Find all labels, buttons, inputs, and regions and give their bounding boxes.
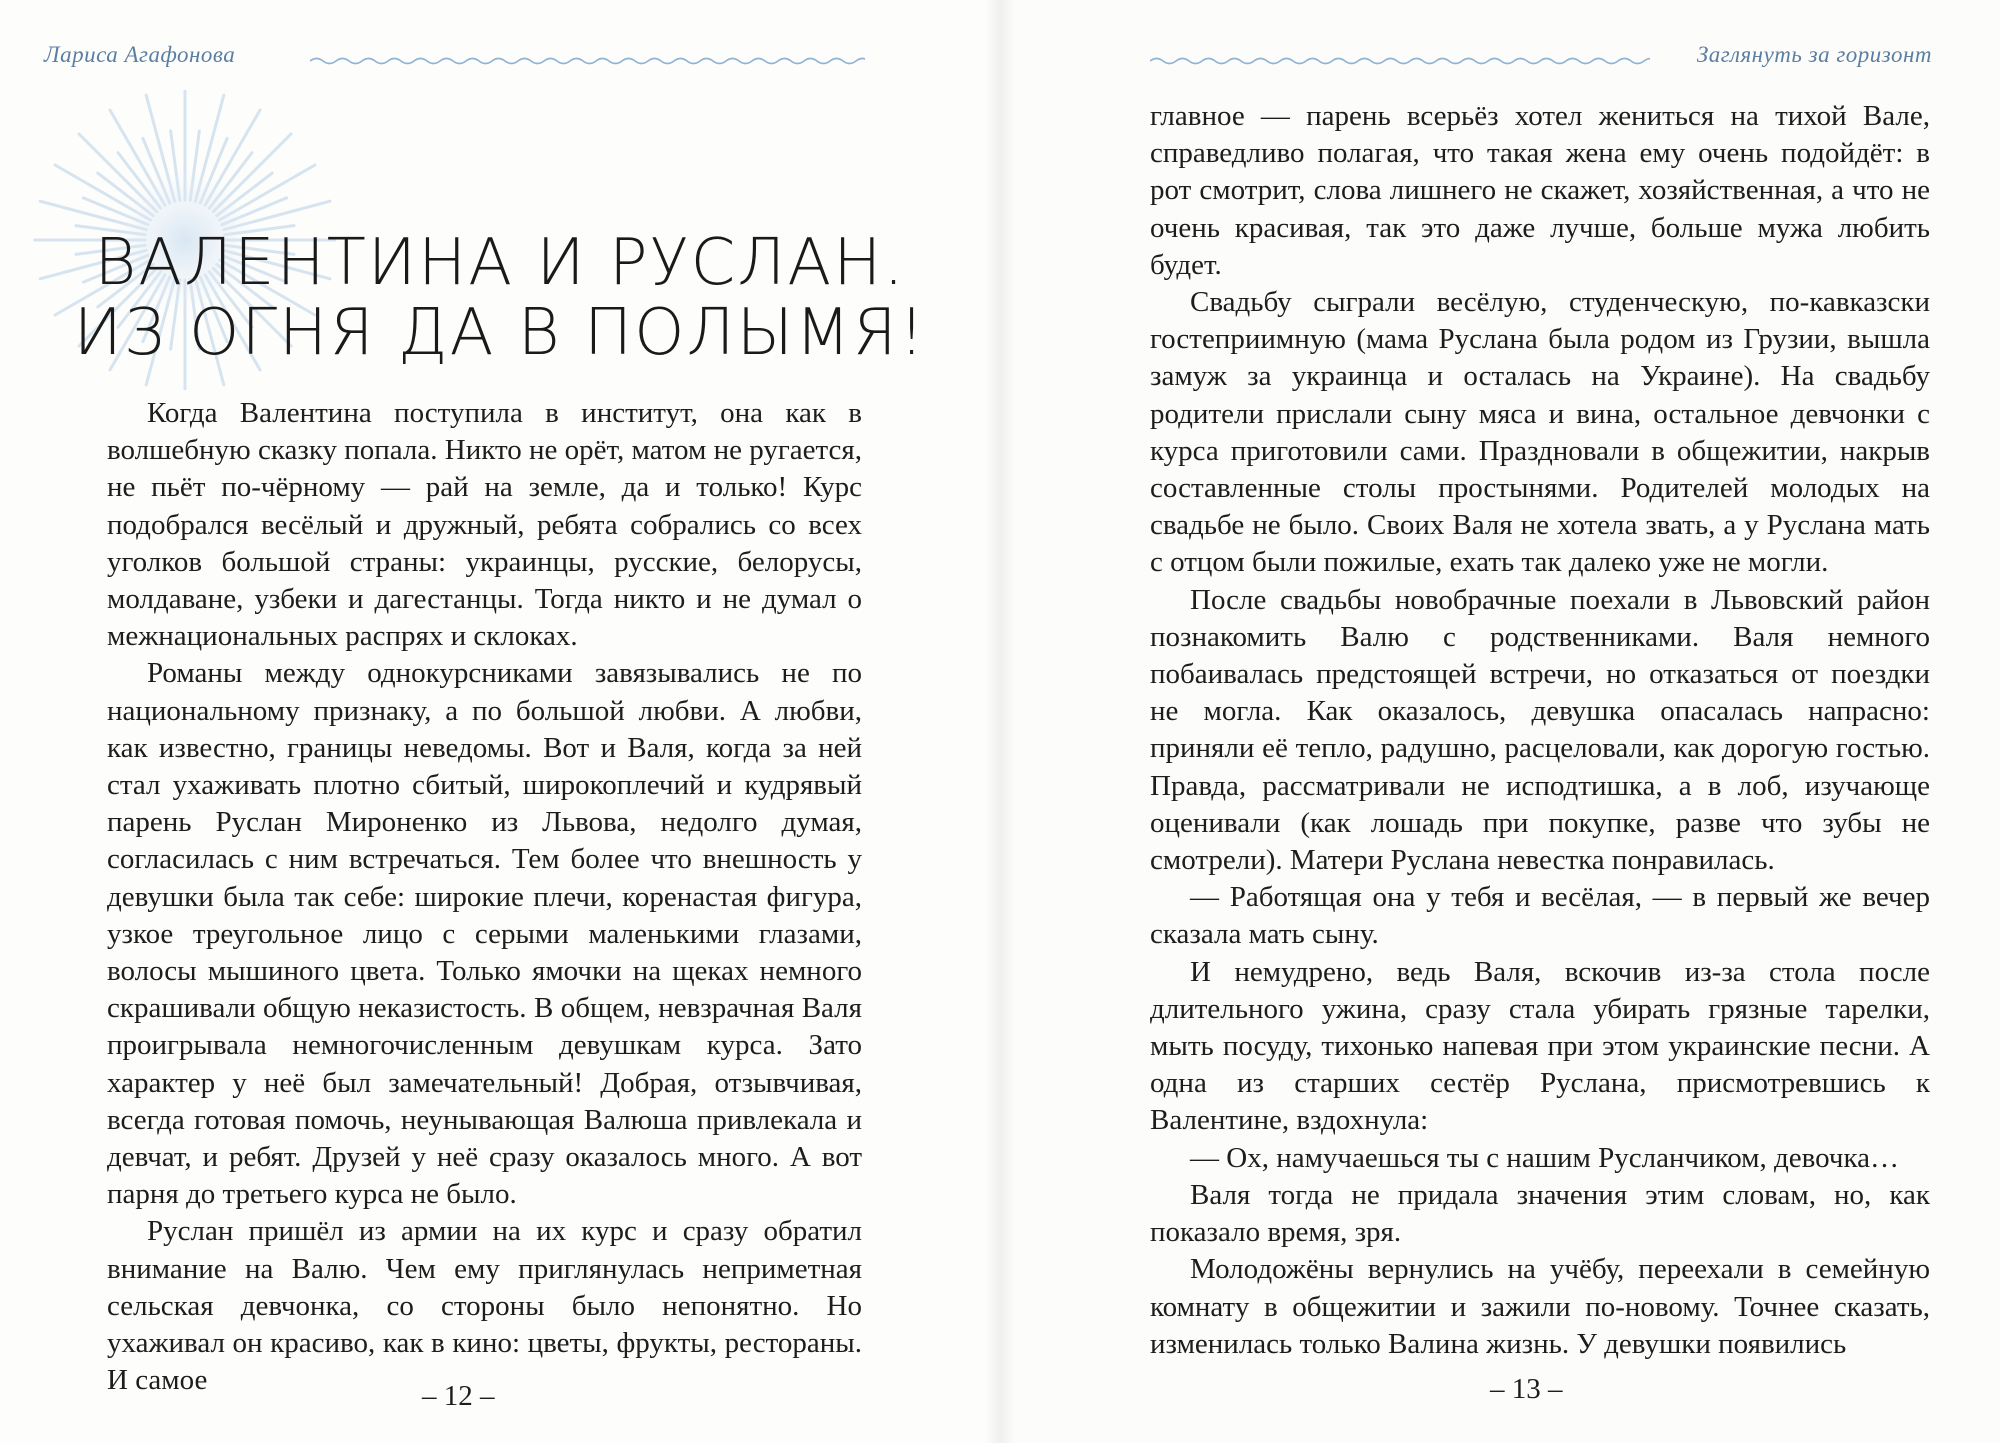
paragraph: Романы между однокурсниками завязывались не по национальному признаку, а по большой любви. А любви, как известно, границы неведомы. Вот и Валя, когда за ней стал ухаживать плотно сбитый, широкоплечий и кудрявый парень Руслан Мироненко из Львова, недолго думая, согласилась с ним встречаться. Тем более что внешность у девушки была так себе: широкие плечи, коренастая фигура, узкое треугольное лицо с серыми маленькими глазами, волосы мышиного цвета. Только ямочки на щеках немного скрашивали общую неказистость. В общем, невзрачная Валя проигрывала немногочисленным девушкам курса. Зато характер у неё был замечательный! Добрая, отзывчивая, всегда готовая помочь, неунывающая Валюша привлекала и девчат, и ребят. Друзей у неё сразу оказалось много. А вот парня до третьего курса не было. [107, 657, 862, 1211]
page-number-right: – 13 – [1490, 1373, 1563, 1405]
wave-ornament-right [1150, 50, 1650, 70]
paragraph: После свадьбы новобрачные поехали в Львовский район познакомить Валю с родственниками. Валя немного побаивалась предстоящей встречи, но отказаться от поездки не могла. Как оказалось, девушка опасалась напрасно: приняли её тепло, радушно, расцеловали, как дорогую гостью. Правда, рассматривали не исподтишка, а в лоб, изучающе оценивали (как лошадь при покупке, разве что зубы не смотрели). Матери Руслана невестка понравилась. [1150, 583, 1930, 877]
chapter-title [0, 228, 1000, 368]
paragraph: — Ох, намучаешься ты с нашим Русланчиком, девочка… [1190, 1141, 1900, 1174]
book-gutter [985, 0, 1015, 1443]
paragraph: — Работящая она у тебя и весёлая, — в первый же вечер сказала мать сыну. [1150, 881, 1930, 951]
paragraph: И немудрено, ведь Валя, вскочив из-за стола после длительного ужина, сразу стала убирать грязные тарелки, мыть посуду, тихонько напевая при этом украинские песни. А одна из старших сестёр Руслана, присмотревшись к Валентине, вздохнула: [1150, 955, 1930, 1137]
paragraph: Руслан пришёл из армии на их курс и сразу обратил внимание на Валю. Чем ему приглянулась неприметная сельская девчонка, со стороны было непонятно. Но ухаживал он красиво, как в кино: цветы, фрукты, рестораны. И самое [107, 1215, 862, 1397]
paragraph: Молодожёны вернулись на учёбу, переехали в семейную комнату в общежитии и зажили по-новому. Точнее сказать, изменилась только Валина жизнь. У девушки появились [1150, 1253, 1930, 1360]
chapter-title-line-2: ИЗ ОГНЯ ДА В ПОЛЫМЯ! [73, 296, 927, 370]
page-number-left: – 12 – [422, 1380, 495, 1412]
wave-ornament-left [310, 50, 865, 70]
left-page-body [107, 395, 862, 1399]
chapter-title-line-1: ВАЛЕНТИНА И РУСЛАН. [94, 226, 906, 300]
paragraph: Свадьбу сыграли весёлую, студенческую, по-кавказски гостеприимную (мама Руслана была родом из Грузии, вышла замуж за украинца и осталась на Украине). На свадьбу родители прислали сыну мяса и вина, остальное девчонки с курса приготовили сами. Праздновали в общежитии, накрыв составленные столы простынями. Родителей молодых на свадьбе не было. Своих Валя не хотела звать, а у Руслана мать с отцом были пожилые, ехать так далеко уже не могли. [1150, 286, 1930, 579]
running-head-author: Лариса Агафонова [44, 42, 236, 67]
paragraph: Валя тогда не придала значения этим словам, но, как показало время, зря. [1150, 1178, 1930, 1249]
right-page-body [1150, 98, 1930, 1363]
running-head-book-title: Заглянуть за горизонт [1696, 42, 1932, 67]
paragraph-continuation: главное — парень всерьёз хотел жениться на тихой Вале, справедливо полагая, что такая жена ему очень подойдёт: в рот смотрит, слова лишнего не скажет, хозяйственная, а что не очень красивая, так это даже лучше, больше мужа любить будет. [1150, 100, 1930, 281]
paragraph: Когда Валентина поступила в институт, она как в волшебную сказку попала. Никто не орёт, матом не ругается, не пьёт по-чёрному — рай на земле, да и только! Курс подобрался весёлый и дружный, ребята собрались со всех уголков большой страны: украинцы, русские, белорусы, молдаване, узбеки и дагестанцы. Тогда никто и не думал о межнациональных распрях и склоках. [107, 397, 862, 653]
